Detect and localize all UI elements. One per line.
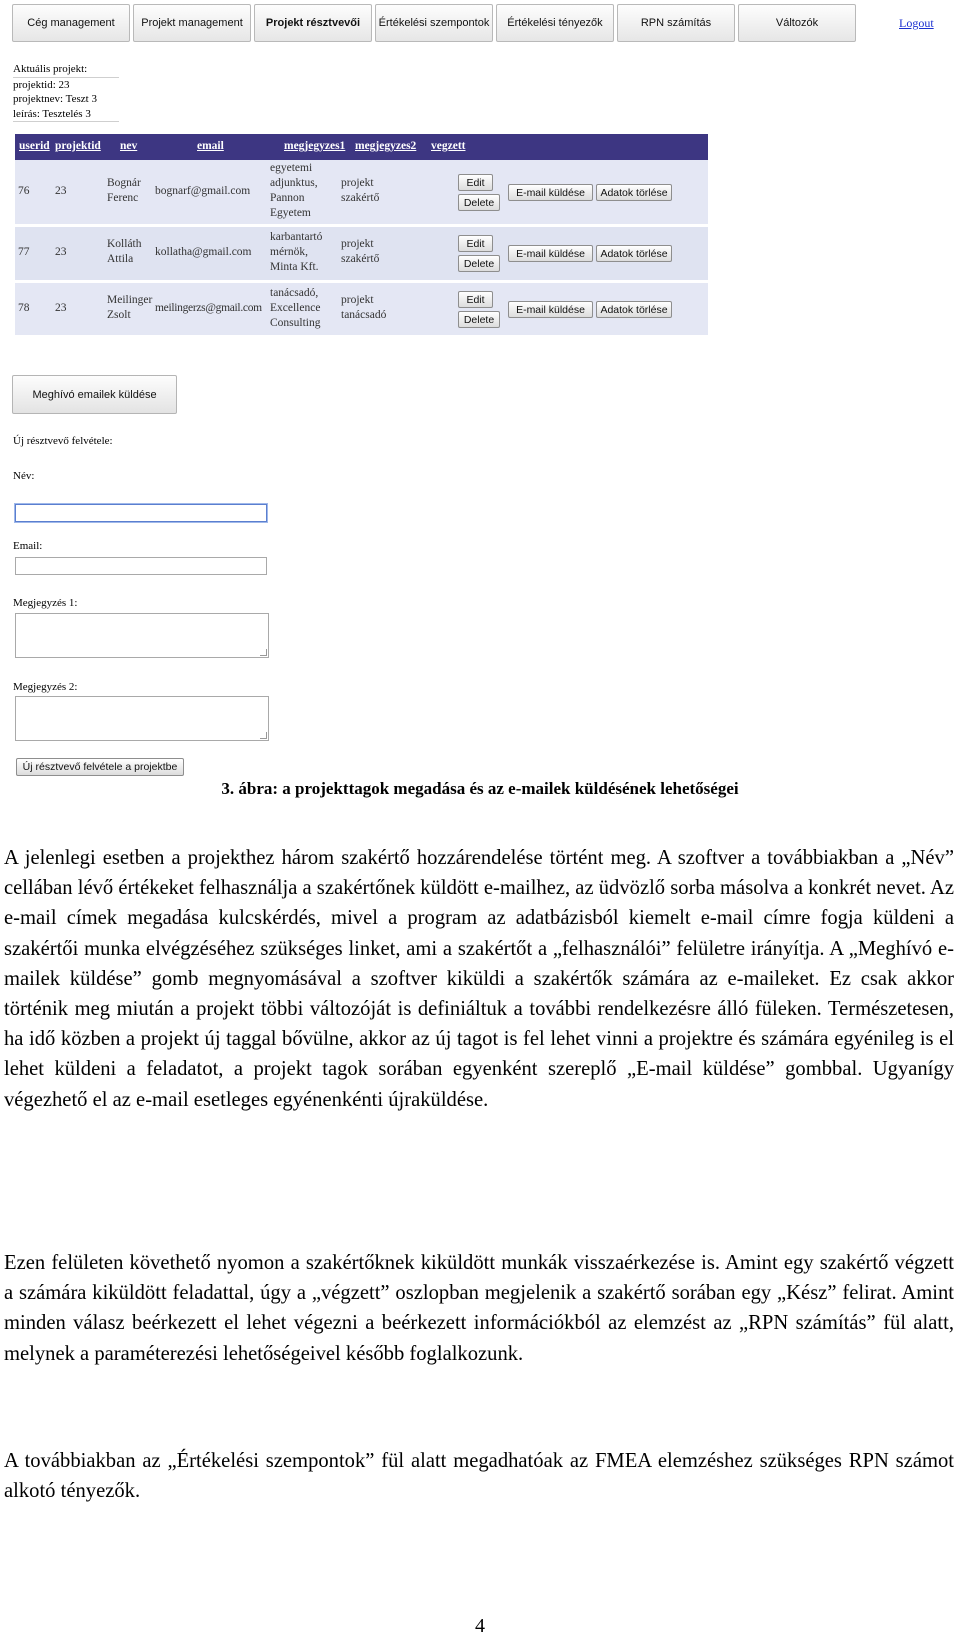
delete-data-button[interactable]: Adatok törlése bbox=[596, 184, 672, 201]
table-row bbox=[15, 160, 708, 227]
name-input[interactable] bbox=[15, 504, 267, 522]
column-header-projektid[interactable]: projektid bbox=[55, 140, 101, 152]
email-input[interactable] bbox=[15, 557, 267, 575]
paragraph-3: A továbbiakban az „Értékelési szempontok” fül alatt megadhatóak az FMEA elemzéshez szükséges RPN számot alkotó tényezők. bbox=[4, 1450, 954, 1503]
table-header bbox=[15, 134, 708, 160]
delete-data-button[interactable]: Adatok törlése bbox=[596, 301, 672, 318]
column-header-nev[interactable]: nev bbox=[120, 140, 138, 152]
edit-button[interactable]: Edit bbox=[458, 235, 493, 252]
cell-megjegyzes1: tanácsadó, Excellence Consulting bbox=[270, 287, 321, 329]
cell-projektid: 23 bbox=[55, 185, 67, 197]
table-row bbox=[15, 227, 708, 283]
project-heading: Aktuális projekt: bbox=[13, 63, 88, 75]
tab-valtozok[interactable]: Változók bbox=[738, 4, 856, 42]
delete-button[interactable]: Delete bbox=[458, 194, 500, 211]
cell-email: kollatha@gmail.com bbox=[155, 246, 252, 258]
project-id: projektid: 23 bbox=[13, 78, 70, 91]
send-email-button[interactable]: E-mail küldése bbox=[508, 301, 593, 318]
participants-table bbox=[15, 134, 708, 335]
cell-email: bognarf@gmail.com bbox=[155, 185, 251, 197]
form-title: Új résztvevő felvétele: bbox=[13, 435, 113, 447]
send-email-button[interactable]: E-mail küldése bbox=[508, 245, 593, 262]
note2-label: Megjegyzés 2: bbox=[13, 681, 78, 693]
cell-megjegyzes1: egyetemi adjunktus, Pannon Egyetem bbox=[270, 162, 318, 219]
cell-nev: Meilinger Zsolt bbox=[107, 294, 153, 321]
resize-grip-icon[interactable] bbox=[260, 732, 267, 739]
cell-nev: Bognár Ferenc bbox=[107, 177, 141, 204]
delete-button[interactable]: Delete bbox=[458, 311, 500, 328]
edit-button[interactable]: Edit bbox=[458, 174, 493, 191]
delete-button[interactable]: Delete bbox=[458, 255, 500, 272]
cell-userid: 78 bbox=[18, 302, 30, 314]
add-participant-button[interactable]: Új résztvevő felvétele a projektbe bbox=[16, 758, 184, 776]
figure-caption: 3. ábra: a projekttagok megadása és az e-mailek küldésének lehetőségei bbox=[221, 779, 739, 798]
paragraph-1: A jelenlegi esetben a projekthez három szakértő hozzárendelése történt meg. A szoftver a továbbiakban a „Név” cellában lévő értékeket felhasználja a szakértőnek küldött e-mailhez, az üdvözlő sorba másolva a konkrét nevet. Az e-mail címek megadása kulcskérdés, mivel a program az adatbázisból kiemelt e-mail címre fogja küldeni a szakértői munka elvégzéséhez szükséges linket, ami a szakértőt a „felhasználói” felületre irányítja. A „Meghívó e-mailek küldése” gomb megnyomásával a szoftver kiküldi a szakértők számára az e-maileket. Ez csak akkor történik meg miután a projekt többi változóját is definiáltuk a további rendelkezésre álló füleken. Természetesen, ha idő közben a projekt új taggal bővülne, akkor az új tagot is fel lehet vinni a projektre és számára egyénileg is el lehet küldeni a feladatot, a projekt tagok sorában egyenként szereplő „E-mail küldése” gombbal. Ugyanígy végezhető el az e-mail esetleges egyénenkénti újraküldése. bbox=[4, 847, 954, 1111]
app-screenshot bbox=[0, 0, 960, 790]
tab-ceg-management[interactable]: Cég management bbox=[12, 4, 130, 42]
current-project-info bbox=[13, 62, 119, 122]
note1-textarea[interactable] bbox=[15, 613, 269, 658]
email-label: Email: bbox=[13, 540, 43, 552]
cell-megjegyzes2: projekt szakértő bbox=[341, 238, 380, 265]
tab-ertekelesi-szempontok[interactable]: Értékelési szempontok bbox=[375, 4, 493, 42]
project-name: projektnev: Teszt 3 bbox=[13, 93, 97, 105]
page-number: 4 bbox=[475, 1615, 485, 1637]
column-header-email[interactable]: email bbox=[197, 140, 224, 152]
tab-rpn-szamitas[interactable]: RPN számítás bbox=[617, 4, 735, 42]
column-header-megjegyzes2[interactable]: megjegyzes2 bbox=[355, 140, 417, 152]
note2-textarea[interactable] bbox=[15, 696, 269, 741]
cell-nev: Kolláth Attila bbox=[107, 238, 142, 265]
cell-projektid: 23 bbox=[55, 302, 67, 314]
cell-megjegyzes1: karbantartó mérnök, Minta Kft. bbox=[270, 231, 323, 273]
send-email-button[interactable]: E-mail küldése bbox=[508, 184, 593, 201]
tab-projekt-management[interactable]: Projekt management bbox=[133, 4, 251, 42]
name-label: Név: bbox=[13, 470, 35, 482]
cell-email: meilingerzs@gmail.com bbox=[155, 302, 262, 314]
resize-grip-icon[interactable] bbox=[260, 649, 267, 656]
cell-userid: 76 bbox=[18, 185, 30, 197]
project-description: leírás: Tesztelés 3 bbox=[13, 107, 91, 120]
edit-button[interactable]: Edit bbox=[458, 291, 493, 308]
top-navigation bbox=[12, 4, 960, 44]
note1-label: Megjegyzés 1: bbox=[13, 597, 78, 609]
delete-data-button[interactable]: Adatok törlése bbox=[596, 245, 672, 262]
send-invitations-button[interactable]: Meghívó emailek küldése bbox=[12, 375, 177, 414]
tab-projekt-resztvevoi[interactable]: Projekt résztvevői bbox=[254, 4, 372, 42]
column-header-userid[interactable]: userid bbox=[19, 140, 50, 152]
column-header-megjegyzes1[interactable]: megjegyzes1 bbox=[284, 140, 346, 152]
cell-userid: 77 bbox=[18, 246, 30, 258]
table-row bbox=[15, 283, 708, 335]
logout-link[interactable]: Logout bbox=[899, 16, 934, 30]
cell-megjegyzes2: projekt tanácsadó bbox=[341, 294, 387, 321]
tab-ertekelesi-tenyezok[interactable]: Értékelési tényezők bbox=[496, 4, 614, 42]
cell-projektid: 23 bbox=[55, 246, 67, 258]
paragraph-2: Ezen felületen követhető nyomon a szakértőknek kiküldött munkák visszaérkezése is. Amint egy szakértő végzett a számára kiküldött feladattal, úgy a „végzett” oszlopban megjelenik a szakértő sorában egy „Kész” felirat. Amint minden válasz beérkezett el lehet végezni a beérkezett információkból az elemzést az „RPN számítás” fül alatt, melynek a paraméterezési lehetőségeivel később foglalkozunk. bbox=[4, 1252, 954, 1365]
cell-megjegyzes2: projekt szakértő bbox=[341, 177, 380, 204]
column-header-vegzett[interactable]: vegzett bbox=[431, 140, 466, 152]
divider bbox=[13, 121, 119, 122]
